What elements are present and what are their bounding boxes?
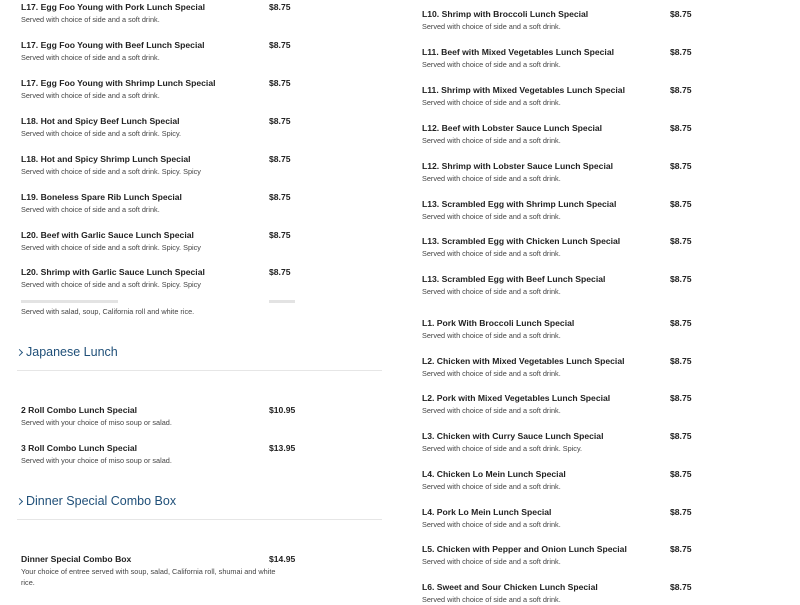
- menu-item[interactable]: [422, 9, 722, 32]
- item-description: Served with choice of side and a soft drink.: [422, 174, 561, 183]
- item-name: L19. Boneless Spare Rib Lunch Special: [21, 192, 182, 202]
- chevron-right-icon: [16, 497, 23, 504]
- item-name: L6. Sweet and Sour Chicken Lunch Special: [422, 582, 598, 592]
- item-price: $8.75: [269, 40, 291, 50]
- item-price: $8.75: [269, 154, 291, 164]
- item-price: $8.75: [670, 544, 692, 554]
- item-description: Served with choice of side and a soft drink.: [422, 249, 561, 258]
- item-price: $8.75: [269, 116, 291, 126]
- menu-item[interactable]: [422, 544, 722, 567]
- item-price: $8.75: [670, 356, 692, 366]
- menu-item[interactable]: [21, 305, 311, 317]
- menu-item[interactable]: [422, 236, 722, 259]
- item-description: Served with choice of side and a soft drink.: [21, 53, 160, 62]
- item-name: Dinner Special Combo Box: [21, 554, 132, 564]
- item-price: $8.75: [670, 236, 692, 246]
- item-price: $8.75: [269, 192, 291, 202]
- item-price: $8.75: [670, 85, 692, 95]
- item-price: $8.75: [670, 469, 692, 479]
- item-price: $8.75: [670, 393, 692, 403]
- item-name: L17. Egg Foo Young with Pork Lunch Special: [21, 2, 205, 12]
- item-name: L5. Chicken with Pepper and Onion Lunch Special: [422, 544, 627, 554]
- menu-item[interactable]: [422, 469, 722, 492]
- menu-item[interactable]: [21, 2, 311, 25]
- item-name: 3 Roll Combo Lunch Special: [21, 443, 138, 453]
- item-description: Served with choice of side and a soft drink. Spicy. Spicy: [21, 167, 201, 176]
- menu-item[interactable]: [422, 356, 722, 379]
- item-description: Served with choice of side and a soft drink.: [422, 557, 561, 566]
- item-name: L4. Pork Lo Mein Lunch Special: [422, 507, 552, 517]
- item-price: $8.75: [670, 9, 692, 19]
- menu-item[interactable]: [422, 393, 722, 416]
- item-name: L20. Beef with Garlic Sauce Lunch Special: [21, 230, 194, 240]
- item-name: L13. Scrambled Egg with Chicken Lunch Special: [422, 236, 621, 246]
- item-description: Served with choice of side and a soft drink. Spicy.: [21, 129, 182, 138]
- item-name: L1. Pork With Broccoli Lunch Special: [422, 318, 575, 328]
- item-price: $13.95: [269, 443, 296, 453]
- menu-item[interactable]: [422, 199, 722, 222]
- item-description: Served with choice of side and a soft drink.: [422, 331, 561, 340]
- item-description: Served with choice of side and a soft drink.: [422, 60, 561, 69]
- item-description: Served with choice of side and a soft drink.: [21, 91, 160, 100]
- menu-item[interactable]: [21, 192, 311, 215]
- section-header-japanese-lunch[interactable]: [17, 338, 382, 366]
- item-name: L12. Beef with Lobster Sauce Lunch Special: [422, 123, 603, 133]
- item-description: Served with choice of side and a soft drink.: [422, 520, 561, 529]
- section-divider: [17, 370, 382, 371]
- item-description: Served with choice of side and a soft drink. Spicy. Spicy: [21, 280, 201, 289]
- item-description: Served with choice of side and a soft drink. Spicy.: [422, 444, 583, 453]
- item-name: L17. Egg Foo Young with Beef Lunch Special: [21, 40, 205, 50]
- item-name: L2. Pork with Mixed Vegetables Lunch Special: [422, 393, 611, 403]
- item-description: Served with your choice of miso soup or salad.: [21, 418, 172, 427]
- section-title: Japanese Lunch: [26, 345, 118, 359]
- item-price: $8.75: [269, 78, 291, 88]
- item-name: L4. Chicken Lo Mein Lunch Special: [422, 469, 566, 479]
- item-description: Served with choice of side and a soft drink.: [21, 15, 160, 24]
- menu-item[interactable]: [21, 40, 311, 63]
- chevron-right-icon: [16, 348, 23, 355]
- item-description: Served with your choice of miso soup or salad.: [21, 456, 172, 465]
- item-price: $8.75: [670, 274, 692, 284]
- menu-item[interactable]: [422, 47, 722, 70]
- item-price: $8.75: [269, 2, 291, 12]
- menu-item[interactable]: [422, 582, 722, 605]
- section-header-dinner-combo[interactable]: [17, 487, 382, 515]
- section-divider: [17, 519, 382, 520]
- item-price: $8.75: [269, 267, 291, 277]
- item-name: L13. Scrambled Egg with Beef Lunch Special: [422, 274, 606, 284]
- item-name: 2 Roll Combo Lunch Special: [21, 405, 138, 415]
- item-price: $8.75: [670, 123, 692, 133]
- item-price: $8.75: [670, 507, 692, 517]
- item-description: Served with choice of side and a soft drink.: [422, 212, 561, 221]
- item-name: L20. Shrimp with Garlic Sauce Lunch Special: [21, 267, 205, 277]
- section-title: Dinner Special Combo Box: [26, 494, 177, 508]
- item-description: Served with choice of side and a soft drink.: [21, 205, 160, 214]
- item-price: $8.75: [670, 431, 692, 441]
- item-description: Served with choice of side and a soft drink.: [422, 287, 561, 296]
- item-name: L3. Chicken with Curry Sauce Lunch Special: [422, 431, 604, 441]
- item-name: L11. Beef with Mixed Vegetables Lunch Special: [422, 47, 614, 57]
- item-name: L18. Hot and Spicy Shrimp Lunch Special: [21, 154, 191, 164]
- item-price: $14.95: [269, 554, 296, 564]
- item-price: $8.75: [269, 230, 291, 240]
- item-description: Served with choice of side and a soft drink.: [422, 595, 561, 604]
- item-description: Served with choice of side and a soft drink. Spicy. Spicy: [21, 243, 201, 252]
- menu-item[interactable]: [21, 154, 311, 177]
- item-description: Your choice of entree served with soup, salad, California roll, shumai and white rice.: [21, 567, 276, 587]
- item-description: Served with choice of side and a soft drink.: [422, 98, 561, 107]
- menu-item[interactable]: [422, 507, 722, 530]
- item-name: L18. Hot and Spicy Beef Lunch Special: [21, 116, 180, 126]
- item-price: $10.95: [269, 405, 296, 415]
- item-name: L13. Scrambled Egg with Shrimp Lunch Special: [422, 199, 617, 209]
- item-price: $8.75: [670, 47, 692, 57]
- menu-item[interactable]: [422, 123, 722, 146]
- item-name: L12. Shrimp with Lobster Sauce Lunch Special: [422, 161, 614, 171]
- item-price: $8.75: [670, 582, 692, 592]
- menu-item[interactable]: [21, 230, 311, 253]
- menu-item[interactable]: [422, 161, 722, 184]
- item-name: L11. Shrimp with Mixed Vegetables Lunch Special: [422, 85, 625, 95]
- item-name: L10. Shrimp with Broccoli Lunch Special: [422, 9, 589, 19]
- menu-item[interactable]: [21, 78, 311, 101]
- menu-item[interactable]: [21, 405, 311, 428]
- item-price: $8.75: [670, 161, 692, 171]
- item-name: L2. Chicken with Mixed Vegetables Lunch Special: [422, 356, 625, 366]
- menu-item[interactable]: [422, 318, 722, 341]
- menu-item[interactable]: [21, 267, 311, 290]
- menu-item[interactable]: [422, 274, 722, 297]
- menu-item[interactable]: [21, 443, 311, 466]
- item-description: Served with choice of side and a soft drink.: [422, 22, 561, 31]
- item-price: $8.75: [670, 199, 692, 209]
- menu-item[interactable]: [422, 431, 722, 454]
- item-description: Served with choice of side and a soft drink.: [422, 136, 561, 145]
- clipped-item-title: [21, 300, 321, 303]
- item-description: Served with choice of side and a soft drink.: [422, 482, 561, 491]
- menu-item[interactable]: [21, 554, 296, 588]
- item-description: Served with salad, soup, California roll and white rice.: [21, 307, 195, 316]
- menu-item[interactable]: [422, 85, 722, 108]
- menu-item[interactable]: [21, 116, 311, 139]
- item-name: L17. Egg Foo Young with Shrimp Lunch Special: [21, 78, 216, 88]
- item-price: $8.75: [670, 318, 692, 328]
- item-description: Served with choice of side and a soft drink.: [422, 369, 561, 378]
- item-description: Served with choice of side and a soft drink.: [422, 406, 561, 415]
